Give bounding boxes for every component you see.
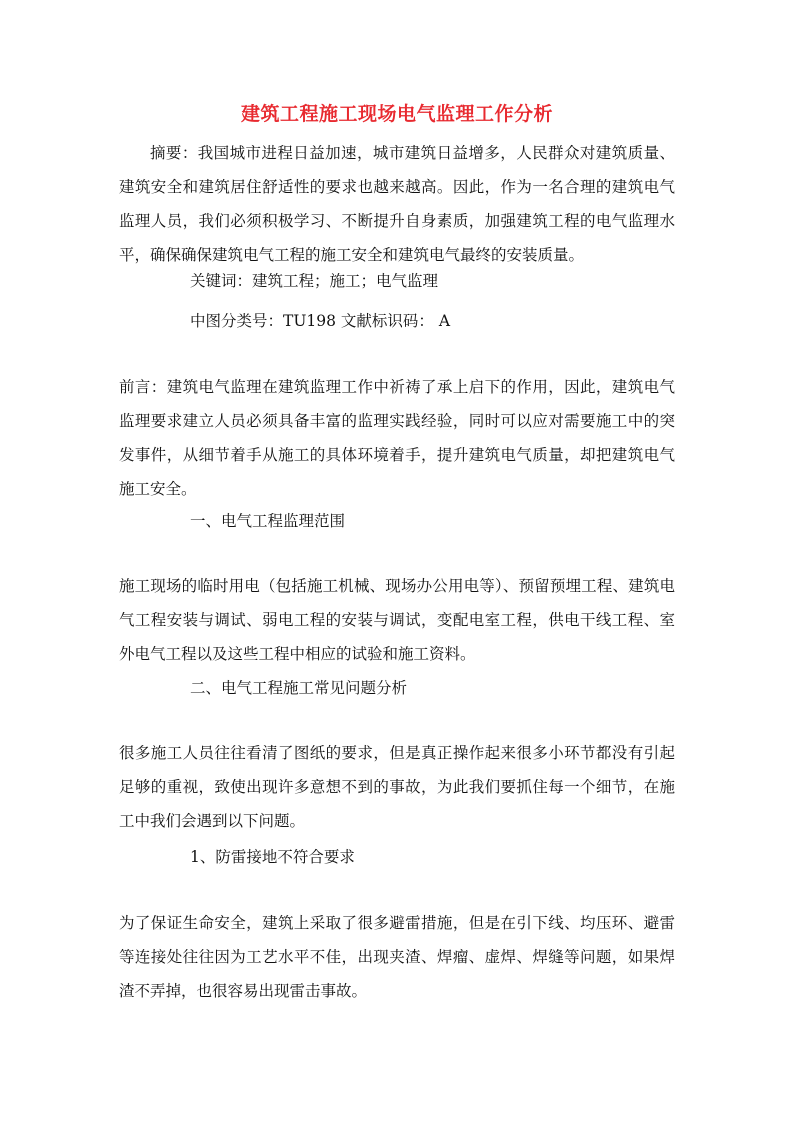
preface-paragraph: 前言：建筑电气监理在建筑监理工作中祈祷了承上启下的作用，因此，建筑电气监理要求建立人员必须具备丰富的监理实践经验，同时可以应对需要施工中的突发事件，从细节着手从施工的具体环境着手，提升建筑电气质量，却把建筑电气施工安全。 [119,378,675,498]
document-title: 建筑工程施工现场电气监理工作分析 [240,103,553,125]
section-body-scope: 施工现场的临时用电（包括施工机械、现场办公用电等）、预留预埋工程、建筑电气工程安装与调试、弱电工程的安装与调试，变配电室工程，供电干线工程、室外电气工程以及这些工程中相应的试验和施工资料。 [119,577,675,663]
subsection-body-lightning: 为了保证生命安全，建筑上采取了很多避雷措施，但是在引下线、均压环、避雷等连接处往往因为工艺水平不佳，出现夹渣、焊瘤、虚焊、焊缝等问题，如果焊渣不弄掉，也很容易出现雷击事故。 [119,914,675,1000]
abstract-paragraph: 摘要：我国城市进程日益加速，城市建筑日益增多，人民群众对建筑质量、建筑安全和建筑居住舒适性的要求也越来越高。因此，作为一名合理的建筑电气监理人员，我们必须积极学习、不断提升自身素质，加强建筑工程的电气监理水平，确保确保建筑电气工程的施工安全和建筑电气最终的安装质量。 [119,144,675,264]
section-heading-problems: 二、电气工程施工常见问题分析 [190,679,408,697]
classification-line: 中图分类号：TU198 文献标识码： A [190,312,451,330]
section-heading-scope: 一、电气工程监理范围 [190,512,346,530]
section-body-problems: 很多施工人员往往看清了图纸的要求，但是真正操作起来很多小环节都没有引起足够的重视，致使出现许多意想不到的事故，为此我们要抓住每一个细节，在施工中我们会遇到以下问题。 [119,744,675,830]
subsection-heading-lightning: 1、防雷接地不符合要求 [190,848,355,866]
keywords-line: 关键词：建筑工程；施工；电气监理 [190,272,439,290]
